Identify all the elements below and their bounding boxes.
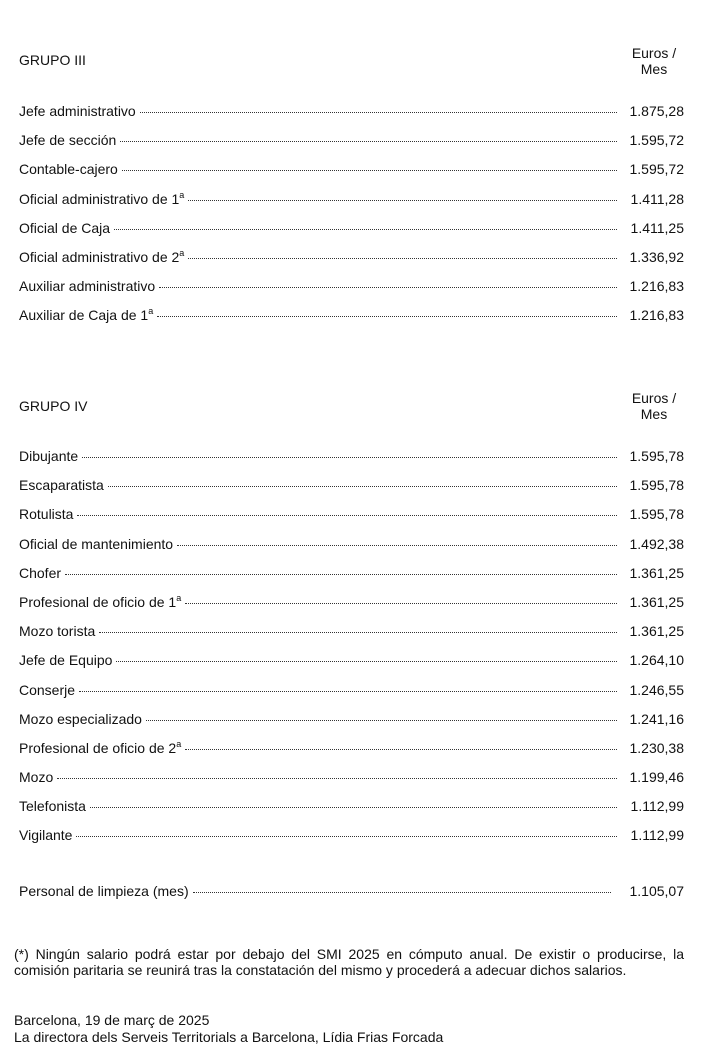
table-row	[19, 248, 684, 277]
table-row	[19, 102, 684, 131]
leader-dots	[57, 778, 617, 779]
leader-dots	[140, 112, 617, 113]
table-row	[19, 593, 684, 622]
leader-dots	[177, 545, 617, 546]
table-row	[19, 651, 684, 680]
row-label: Jefe de sección	[19, 132, 117, 149]
row-label: Dibujante	[19, 448, 79, 464]
row-label: Jefe administrativo	[19, 103, 136, 119]
table-row	[19, 622, 684, 651]
table-row	[19, 826, 684, 855]
leader-dots	[188, 258, 617, 259]
row-label: Mozo	[19, 769, 54, 786]
signer: La directora dels Serveis Territorials a Barcelona, Lídia Frias Forcada	[14, 1029, 444, 1045]
leader-dots	[79, 691, 617, 692]
table-row	[19, 190, 684, 219]
signature-block	[14, 1012, 443, 1046]
row-label: Telefonista	[19, 798, 86, 815]
leader-dots	[82, 457, 617, 458]
row-value: 1.216,83	[629, 278, 684, 295]
row-value: 1.492,38	[629, 535, 684, 552]
leader-dots	[185, 603, 617, 604]
unit-line2: Mes	[640, 61, 668, 77]
row-label: Mozo especializado	[19, 710, 142, 727]
table-row	[19, 476, 684, 505]
row-value: 1.361,25	[629, 564, 684, 581]
row-label: Contable-cajero	[19, 161, 118, 178]
unit-line2: Mes	[640, 406, 668, 422]
row-label: Rotulista	[19, 506, 74, 523]
leader-dots	[114, 229, 617, 230]
row-label: Escaparatista	[19, 477, 104, 494]
row-value: 1.112,99	[630, 827, 684, 844]
row-value: 1.241,16	[629, 710, 684, 727]
unit-header-iii	[620, 45, 688, 77]
row-value: 1.595,78	[629, 506, 684, 523]
table-row	[19, 277, 684, 306]
row-value: 1.875,28	[629, 103, 684, 119]
row-value: 1.216,83	[629, 307, 684, 324]
row-label: Vigilante	[19, 827, 73, 844]
group-iv-title: GRUPO IV	[19, 398, 88, 414]
leader-dots	[146, 720, 617, 721]
leader-dots	[65, 574, 617, 575]
row-value: 1.361,25	[629, 593, 684, 610]
place-date: Barcelona, 19 de març de 2025	[14, 1012, 210, 1028]
leader-dots	[90, 807, 617, 808]
row-value: 1.595,78	[629, 448, 684, 464]
cleaning-row	[19, 883, 684, 912]
leader-dots	[157, 316, 617, 317]
row-label: Mozo torista	[19, 623, 96, 640]
row-label: Oficial administrativo de 2$^a$	[19, 247, 185, 265]
leader-dots	[99, 632, 617, 633]
row-label: Conserje	[19, 681, 76, 698]
table-row	[19, 681, 684, 710]
table-row	[19, 535, 684, 564]
table-row	[19, 768, 684, 797]
row-value: 1.230,38	[629, 739, 684, 756]
row-value: 1.112,99	[630, 798, 684, 815]
row-value: 1.411,25	[630, 219, 684, 236]
leader-dots	[185, 749, 617, 750]
leader-dots	[122, 170, 617, 171]
group-iv-table	[19, 447, 684, 856]
row-label: Auxiliar administrativo	[19, 278, 156, 295]
leader-dots	[108, 486, 617, 487]
row-label: Oficial de Caja	[19, 219, 111, 236]
footnote: (*) Ningún salario podrá estar por debajo del SMI 2025 en cómputo anual. De existir o producirse, la comisión paritaria se reunirá tras la constatación del mismo y procederá a adecuar dichos salarios.	[14, 946, 684, 978]
row-label: Personal de limpieza (mes)	[19, 883, 189, 899]
leader-dots	[159, 287, 617, 288]
row-value: 1.411,28	[630, 190, 684, 207]
row-label: Auxiliar de Caja de 1$^a$	[19, 306, 154, 324]
table-row	[19, 710, 684, 739]
row-label: Profesional de oficio de 2$^a$	[19, 738, 182, 756]
table-row	[19, 306, 684, 335]
group-iii-table	[19, 102, 684, 336]
table-row	[19, 564, 684, 593]
row-value: 1.246,55	[629, 681, 684, 698]
row-value: 1.105,07	[629, 883, 684, 899]
row-value: 1.595,72	[629, 132, 684, 149]
row-label: Oficial de mantenimiento	[19, 535, 174, 552]
leader-dots	[120, 141, 617, 142]
table-row	[19, 160, 684, 189]
leader-dots	[76, 836, 617, 837]
row-value: 1.595,72	[629, 161, 684, 178]
leader-dots	[188, 200, 617, 201]
row-value: 1.199,46	[629, 769, 684, 786]
table-row	[19, 447, 684, 476]
row-value: 1.595,78	[629, 477, 684, 494]
row-value: 1.264,10	[629, 652, 684, 669]
leader-dots	[77, 515, 617, 516]
row-label: Jefe de Equipo	[19, 652, 113, 669]
unit-line1: Euros /	[631, 45, 677, 61]
row-label: Profesional de oficio de 1$^a$	[19, 592, 182, 610]
table-row	[19, 131, 684, 160]
group-iii-title: GRUPO III	[19, 52, 86, 68]
table-row	[19, 505, 684, 534]
row-label: Chofer	[19, 564, 62, 581]
table-row	[19, 219, 684, 248]
row-label: Oficial administrativo de 1$^a$	[19, 189, 185, 207]
leader-dots	[193, 892, 611, 893]
unit-header-iv	[620, 390, 688, 422]
table-row	[19, 739, 684, 768]
table-row	[19, 797, 684, 826]
row-value: 1.361,25	[629, 623, 684, 640]
unit-line1: Euros /	[631, 390, 677, 406]
leader-dots	[116, 661, 617, 662]
row-value: 1.336,92	[629, 248, 684, 265]
